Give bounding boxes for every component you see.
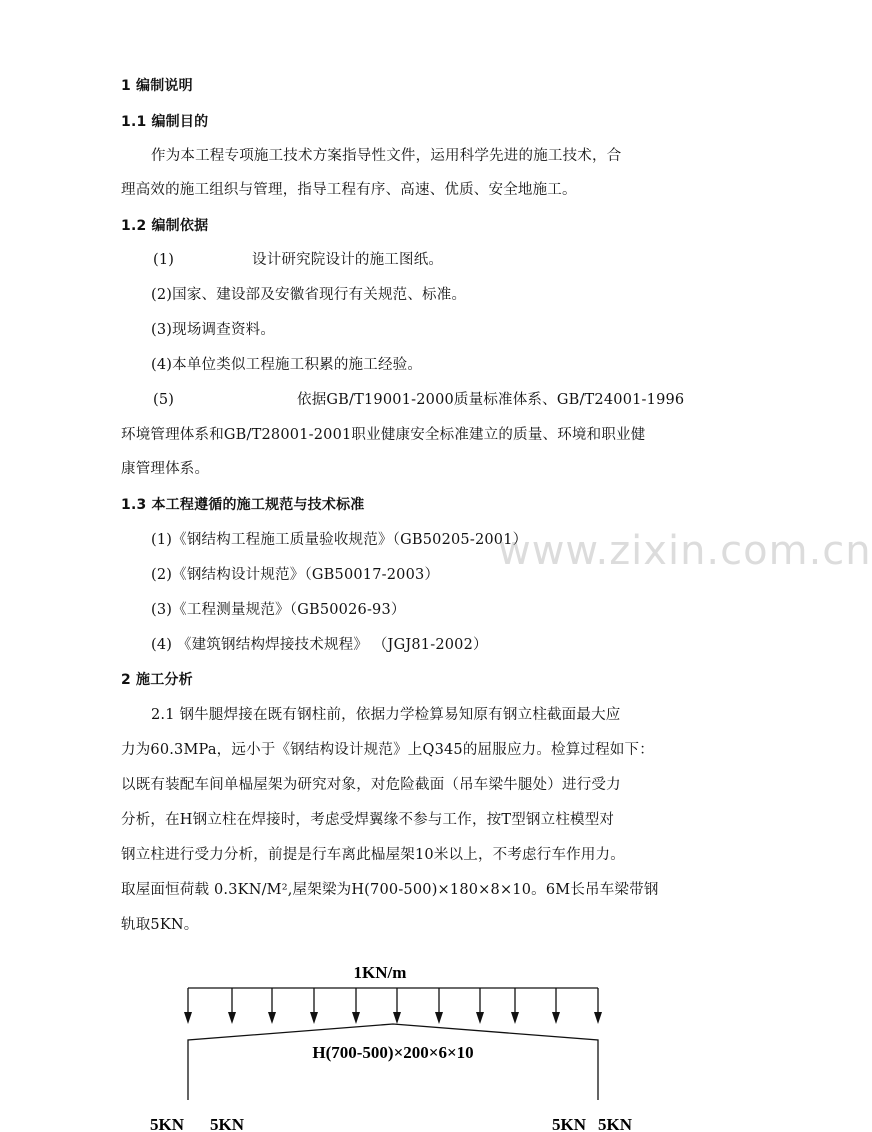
paragraph-line: 分析，在H钢立柱在焊接时，考虑受焊翼缘不参与工作，按T型钢立柱模型对 [121, 812, 615, 828]
watermark: www.zixin.com.cn [498, 528, 872, 574]
load-arrow [552, 988, 560, 1024]
load-arrow [310, 988, 318, 1024]
load-arrow [594, 988, 602, 1024]
paragraph-line: 力为60.3MPa，远小于《钢结构设计规范》上Q345的屈服应力。检算过程如下： [121, 742, 654, 758]
load-arrow [476, 988, 484, 1024]
right-inner-load: 5KN [552, 1115, 586, 1132]
load-arrows [184, 988, 602, 1024]
load-arrow [268, 988, 276, 1024]
frame-load-diagram [0, 950, 800, 1132]
basis-2: (2)国家、建设部及安徽省现行有关规范、标准。 [151, 287, 467, 303]
left-outer-load: 5KN [150, 1115, 184, 1132]
basis-5-number: (5) [153, 392, 175, 408]
standard-item: (4) 《建筑钢结构焊接技术规程》 （JGJ81-2002） [151, 637, 488, 653]
standard-item: (1)《钢结构工程施工质量验收规范》（GB50205-2001） [151, 532, 528, 548]
basis-1-text: 设计研究院设计的施工图纸。 [252, 252, 444, 268]
paragraph-line: 康管理体系。 [121, 461, 210, 477]
load-arrow [352, 988, 360, 1024]
beam-label: H(700-500)×200×6×10 [312, 1043, 474, 1062]
paragraph-line: 环境管理体系和GB/T28001-2001职业健康安全标准建立的质量、环境和职业健 [121, 427, 646, 443]
paragraph-line: 作为本工程专项施工技术方案指导性文件，运用科学先进的施工技术，合 [151, 148, 622, 164]
section-1-2-title: 1.2 编制依据 [121, 218, 209, 234]
left-inner-load: 5KN [210, 1115, 244, 1132]
paragraph-line: 钢立柱进行受力分析，前提是行车离此榀屋架10米以上，不考虑行车作用力。 [121, 847, 625, 863]
load-label: 1KN/m [353, 963, 407, 982]
paragraph-line: 2.1 钢牛腿焊接在既有钢柱前，依据力学检算易知原有钢立柱截面最大应 [151, 707, 621, 723]
basis-5-text: 依据GB/T19001-2000质量标准体系、GB/T24001-1996 [297, 392, 685, 408]
load-arrow [184, 988, 192, 1024]
basis-3: (3)现场调查资料。 [151, 322, 276, 338]
section-1-3-title: 1.3 本工程遵循的施工规范与技术标准 [121, 497, 365, 513]
paragraph-line: 轨取5KN。 [121, 917, 199, 933]
standard-item: (3)《工程测量规范》（GB50026-93） [151, 602, 406, 618]
load-arrow [435, 988, 443, 1024]
load-arrow [228, 988, 236, 1024]
roof-frame [188, 1024, 598, 1100]
right-outer-load: 5KN [598, 1115, 632, 1132]
section-1-1-title: 1.1 编制目的 [121, 114, 209, 130]
load-arrow [511, 988, 519, 1024]
paragraph-line: 理高效的施工组织与管理，指导工程有序、高速、优质、安全地施工。 [121, 182, 577, 198]
paragraph-line: 取屋面恒荷载 0.3KN/M²,屋架梁为H(700-500)×180×8×10。6M长吊车梁带钢 [121, 882, 659, 898]
basis-4: (4)本单位类似工程施工积累的施工经验。 [151, 357, 423, 373]
basis-1-number: (1) [153, 252, 175, 268]
paragraph-line: 以既有装配车间单榀屋架为研究对象，对危险截面（吊车梁牛腿处）进行受力 [121, 777, 621, 793]
section-1-title: 1 编制说明 [121, 78, 193, 94]
standard-item: (2)《钢结构设计规范》（GB50017-2003） [151, 567, 440, 583]
load-arrow [393, 988, 401, 1024]
section-2-title: 2 施工分析 [121, 672, 193, 688]
